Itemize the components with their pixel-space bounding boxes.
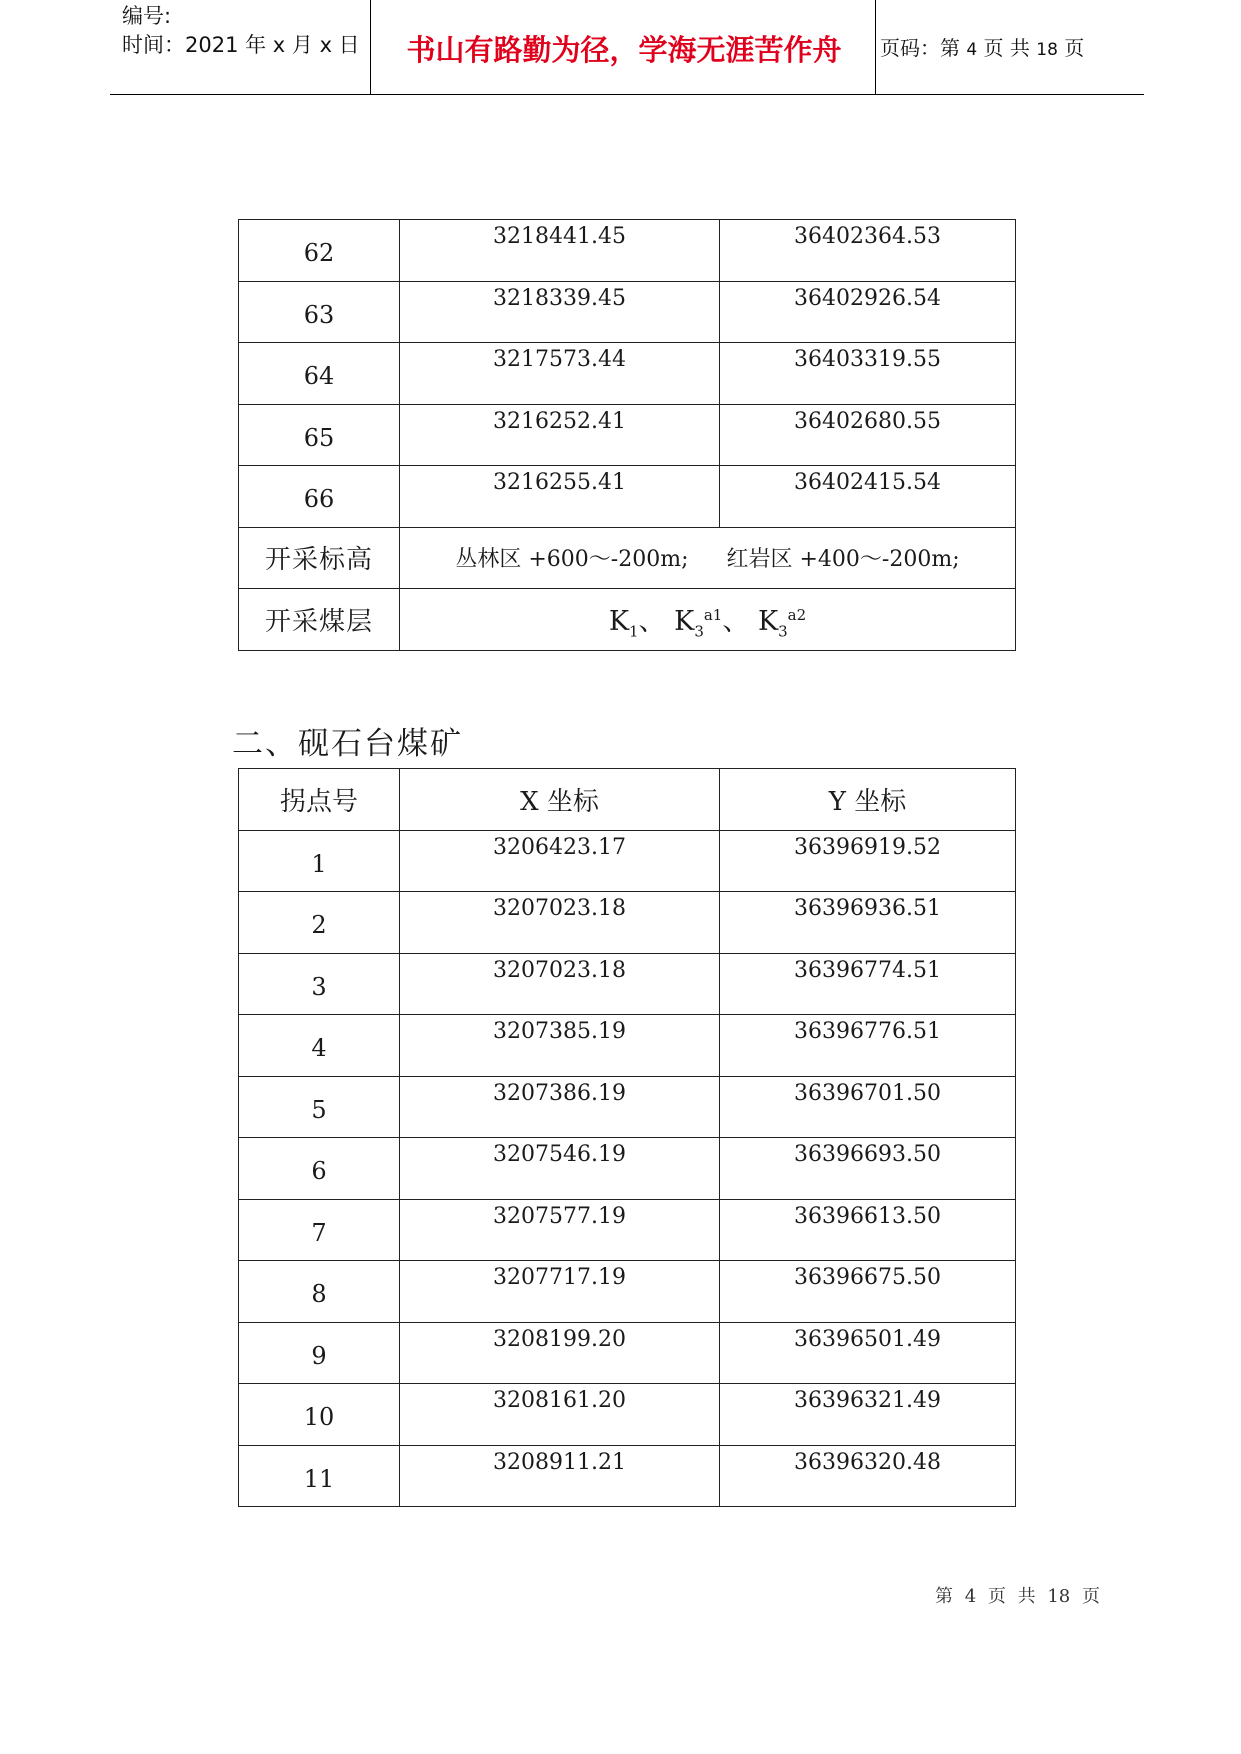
x-coordinate-cell: 3207385.19 bbox=[400, 1015, 720, 1077]
separator: 、 bbox=[638, 605, 666, 637]
y-coordinate-cell: 36396501.49 bbox=[720, 1322, 1016, 1384]
x-coordinate-cell: 3206423.17 bbox=[400, 830, 720, 892]
table-row bbox=[239, 527, 1016, 589]
x-coordinate-cell: 3208911.21 bbox=[400, 1445, 720, 1507]
table-row bbox=[239, 1138, 1016, 1200]
column-header-y: Y 坐标 bbox=[720, 769, 1016, 831]
y-coordinate-cell: 36402415.54 bbox=[720, 466, 1016, 528]
coordinates-table-body bbox=[239, 220, 1016, 528]
y-coordinate-cell: 36396776.51 bbox=[720, 1015, 1016, 1077]
table-row bbox=[239, 1076, 1016, 1138]
table-row bbox=[239, 1445, 1016, 1507]
x-coordinate-cell: 3218339.45 bbox=[400, 281, 720, 343]
point-id-cell: 10 bbox=[239, 1384, 400, 1446]
table-row bbox=[239, 343, 1016, 405]
x-coordinate-cell: 3207023.18 bbox=[400, 953, 720, 1015]
x-coordinate-cell: 3207546.19 bbox=[400, 1138, 720, 1200]
table-row bbox=[239, 589, 1016, 651]
y-coordinate-cell: 36396693.50 bbox=[720, 1138, 1016, 1200]
point-id-cell: 66 bbox=[239, 466, 400, 528]
table-row bbox=[239, 1015, 1016, 1077]
x-coordinate-cell: 3207386.19 bbox=[400, 1076, 720, 1138]
seams-label: 开采煤层 bbox=[239, 589, 400, 651]
y-coordinate-cell: 36396320.48 bbox=[720, 1445, 1016, 1507]
table-row bbox=[239, 1199, 1016, 1261]
seam-k3a1-sub: 3 bbox=[694, 621, 704, 640]
point-id-cell: 65 bbox=[239, 404, 400, 466]
y-coordinate-cell: 36402680.55 bbox=[720, 404, 1016, 466]
page-current: 4 bbox=[966, 40, 978, 60]
separator: 、 bbox=[722, 605, 750, 637]
table-row bbox=[239, 404, 1016, 466]
page-total: 18 bbox=[1036, 40, 1058, 60]
table-row bbox=[239, 220, 1016, 282]
header-divider bbox=[875, 0, 876, 94]
table-row bbox=[239, 1384, 1016, 1446]
table-row bbox=[239, 1261, 1016, 1323]
table-row bbox=[239, 466, 1016, 528]
y-coordinate-cell: 36396774.51 bbox=[720, 953, 1016, 1015]
y-coordinate-cell: 36396321.49 bbox=[720, 1384, 1016, 1446]
seam-k1: K bbox=[608, 605, 629, 637]
y-coordinate-cell: 36396613.50 bbox=[720, 1199, 1016, 1261]
y-coordinate-cell: 36396919.52 bbox=[720, 830, 1016, 892]
header-divider bbox=[370, 0, 371, 94]
table-header-row bbox=[239, 769, 1016, 831]
page-mid: 页 共 bbox=[983, 36, 1030, 60]
point-id-cell: 7 bbox=[239, 1199, 400, 1261]
point-id-cell: 6 bbox=[239, 1138, 400, 1200]
y-coordinate-cell: 36403319.55 bbox=[720, 343, 1016, 405]
x-coordinate-cell: 3207717.19 bbox=[400, 1261, 720, 1323]
elevation-value bbox=[400, 527, 1016, 589]
seam-k3a1-sup: a1 bbox=[703, 605, 723, 624]
page-header bbox=[110, 0, 1144, 95]
seam-k3a2: K bbox=[757, 605, 779, 637]
y-coordinate-cell: 36396936.51 bbox=[720, 892, 1016, 954]
header-motto: 书山有路勤为径，学海无涯苦作舟 bbox=[406, 33, 842, 67]
point-id-cell: 8 bbox=[239, 1261, 400, 1323]
x-coordinate-cell: 3217573.44 bbox=[400, 343, 720, 405]
y-coordinate-cell: 36402364.53 bbox=[720, 220, 1016, 282]
elevation-hongyan: 红岩区 +400～-200m; bbox=[726, 547, 960, 573]
point-id-cell: 3 bbox=[239, 953, 400, 1015]
point-id-cell: 9 bbox=[239, 1322, 400, 1384]
y-coordinate-cell: 36402926.54 bbox=[720, 281, 1016, 343]
x-coordinate-cell: 3216255.41 bbox=[400, 466, 720, 528]
point-id-cell: 4 bbox=[239, 1015, 400, 1077]
point-id-cell: 64 bbox=[239, 343, 400, 405]
elevation-conglin: 丛林区 +600～-200m; bbox=[455, 547, 689, 573]
header-page-number bbox=[880, 32, 1084, 61]
x-coordinate-cell: 3208199.20 bbox=[400, 1322, 720, 1384]
coordinates-table-footer bbox=[239, 527, 1016, 650]
column-header-x: X 坐标 bbox=[400, 769, 720, 831]
x-coordinate-cell: 3207023.18 bbox=[400, 892, 720, 954]
time-label: 时间：2021 年 x 月 x 日 bbox=[122, 33, 360, 57]
x-coordinate-cell: 3207577.19 bbox=[400, 1199, 720, 1261]
table-row bbox=[239, 830, 1016, 892]
page-prefix: 页码：第 bbox=[880, 36, 960, 60]
point-id-cell: 5 bbox=[239, 1076, 400, 1138]
table-row bbox=[239, 892, 1016, 954]
x-coordinate-cell: 3218441.45 bbox=[400, 220, 720, 282]
point-id-cell: 1 bbox=[239, 830, 400, 892]
section-title: 二、砚石台煤矿 bbox=[232, 726, 463, 762]
yanshitai-coordinates-table bbox=[238, 768, 1016, 1507]
table-row bbox=[239, 1322, 1016, 1384]
yanshitai-table-body bbox=[239, 830, 1016, 1507]
y-coordinate-cell: 36396675.50 bbox=[720, 1261, 1016, 1323]
point-id-cell: 11 bbox=[239, 1445, 400, 1507]
serial-label: 编号: bbox=[122, 4, 172, 28]
y-coordinate-cell: 36396701.50 bbox=[720, 1076, 1016, 1138]
x-coordinate-cell: 3208161.20 bbox=[400, 1384, 720, 1446]
point-id-cell: 2 bbox=[239, 892, 400, 954]
table-row bbox=[239, 281, 1016, 343]
page-suffix: 页 bbox=[1064, 36, 1085, 60]
page-footer: 第 4 页 共 18 页 bbox=[935, 1586, 1100, 1607]
seam-k3a2-sup: a2 bbox=[787, 605, 807, 624]
seam-k3a2-sub: 3 bbox=[778, 621, 788, 640]
coordinates-table-continued bbox=[238, 219, 1016, 651]
seam-k1-sub: 1 bbox=[629, 621, 639, 640]
column-header-id: 拐点号 bbox=[239, 769, 400, 831]
table-row bbox=[239, 953, 1016, 1015]
seam-k3a1: K bbox=[674, 605, 695, 637]
header-meta bbox=[122, 2, 360, 60]
point-id-cell: 62 bbox=[239, 220, 400, 282]
x-coordinate-cell: 3216252.41 bbox=[400, 404, 720, 466]
seams-value bbox=[400, 589, 1016, 651]
elevation-label: 开采标高 bbox=[239, 527, 400, 589]
point-id-cell: 63 bbox=[239, 281, 400, 343]
